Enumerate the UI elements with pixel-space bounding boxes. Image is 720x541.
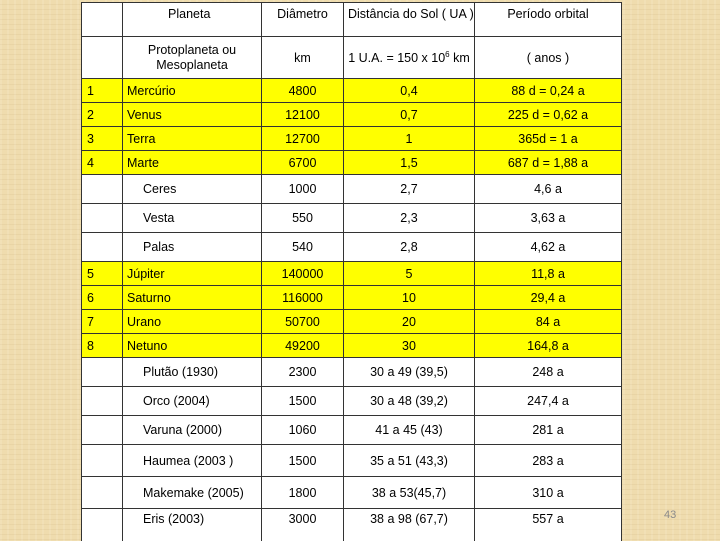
row-name: Urano [123,310,262,334]
row-distancia: 30 a 49 (39,5) [344,358,475,387]
row-name: Marte [123,151,262,175]
row-number [82,358,123,387]
row-number: 6 [82,286,123,310]
row-name: Haumea (2003 ) [123,445,262,477]
row-diametro: 12700 [262,127,344,151]
row-name: Varuna (2000) [123,416,262,445]
header-distancia: Distância do Sol ( UA ) [344,3,475,37]
unidade-distancia-suffix: km [449,51,470,66]
row-name: Júpiter [123,262,262,286]
row-name: Saturno [123,286,262,310]
row-distancia: 30 a 48 (39,2) [344,387,475,416]
row-distancia: 1 [344,127,475,151]
row-number [82,416,123,445]
row-diametro: 6700 [262,151,344,175]
row-diametro: 1800 [262,477,344,509]
row-number: 8 [82,334,123,358]
row-distancia: 5 [344,262,475,286]
row-number [82,387,123,416]
row-periodo: 557 a [475,509,622,541]
row-distancia: 0,4 [344,79,475,103]
row-distancia: 10 [344,286,475,310]
unidade-distancia-exp: 6 [445,49,450,59]
row-name: Terra [123,127,262,151]
row-diametro: 49200 [262,334,344,358]
table-row [82,310,622,334]
subheader-number-cell [82,37,123,79]
row-name: Eris (2003) [123,509,262,541]
table-row [82,204,622,233]
row-diametro: 1500 [262,387,344,416]
row-distancia: 2,7 [344,175,475,204]
row-distancia: 0,7 [344,103,475,127]
row-periodo: 88 d = 0,24 a [475,79,622,103]
row-distancia: 2,8 [344,233,475,262]
row-number [82,233,123,262]
subheader-unidade-periodo: ( anos ) [475,37,622,79]
row-periodo: 281 a [475,416,622,445]
row-number: 4 [82,151,123,175]
row-name: Makemake (2005) [123,477,262,509]
row-periodo: 225 d = 0,62 a [475,103,622,127]
row-name: Ceres [123,175,262,204]
row-periodo: 4,62 a [475,233,622,262]
row-distancia: 38 a 53(45,7) [344,477,475,509]
row-diametro: 1000 [262,175,344,204]
table-row [82,286,622,310]
table-row [82,79,622,103]
row-diametro: 1500 [262,445,344,477]
table-row [82,127,622,151]
row-diametro: 2300 [262,358,344,387]
row-name: Netuno [123,334,262,358]
planet-table [81,2,622,541]
page-number: 43 [664,509,677,521]
header-number-cell [82,3,123,37]
table-row [82,416,622,445]
table-row [82,103,622,127]
table-row [82,233,622,262]
row-periodo: 687 d = 1,88 a [475,151,622,175]
row-periodo: 310 a [475,477,622,509]
row-periodo: 283 a [475,445,622,477]
row-diametro: 12100 [262,103,344,127]
header-diametro: Diâmetro [262,3,344,37]
row-periodo: 84 a [475,310,622,334]
row-distancia: 38 a 98 (67,7) [344,509,475,541]
row-name: Plutão (1930) [123,358,262,387]
table-row [82,358,622,387]
row-periodo: 365d = 1 a [475,127,622,151]
row-name: Palas [123,233,262,262]
row-number: 1 [82,79,123,103]
row-periodo: 164,8 a [475,334,622,358]
row-number [82,204,123,233]
row-distancia: 2,3 [344,204,475,233]
row-number [82,477,123,509]
row-diametro: 140000 [262,262,344,286]
table-row [82,387,622,416]
table-row [82,509,622,541]
row-diametro: 550 [262,204,344,233]
row-name: Orco (2004) [123,387,262,416]
row-name: Mercúrio [123,79,262,103]
row-periodo: 3,63 a [475,204,622,233]
row-periodo: 11,8 a [475,262,622,286]
header-row [82,3,622,37]
row-number: 2 [82,103,123,127]
subheader-unidade-diametro: km [262,37,344,79]
row-number [82,509,123,541]
row-periodo: 29,4 a [475,286,622,310]
row-diametro: 1060 [262,416,344,445]
unidade-distancia-prefix: 1 U.A. = 150 x 10 [348,51,446,66]
header-planeta: Planeta [123,3,262,37]
row-diametro: 3000 [262,509,344,541]
subheader-unidade-distancia [344,37,475,79]
row-diametro: 116000 [262,286,344,310]
row-diametro: 540 [262,233,344,262]
row-distancia: 30 [344,334,475,358]
table-row [82,445,622,477]
row-distancia: 1,5 [344,151,475,175]
table-row [82,477,622,509]
row-distancia: 35 a 51 (43,3) [344,445,475,477]
header-periodo: Período orbital [475,3,622,37]
subheader-tipo: Protoplaneta ou Mesoplaneta [123,37,262,79]
row-distancia: 41 a 45 (43) [344,416,475,445]
row-name: Venus [123,103,262,127]
row-diametro: 50700 [262,310,344,334]
row-number: 5 [82,262,123,286]
table-row [82,262,622,286]
row-periodo: 247,4 a [475,387,622,416]
row-periodo: 4,6 a [475,175,622,204]
row-diametro: 4800 [262,79,344,103]
row-distancia: 20 [344,310,475,334]
row-number: 7 [82,310,123,334]
row-number [82,445,123,477]
table-row [82,175,622,204]
subheader-row [82,37,622,79]
row-number [82,175,123,204]
row-number: 3 [82,127,123,151]
row-name: Vesta [123,204,262,233]
row-periodo: 248 a [475,358,622,387]
table-row [82,151,622,175]
table-row [82,334,622,358]
